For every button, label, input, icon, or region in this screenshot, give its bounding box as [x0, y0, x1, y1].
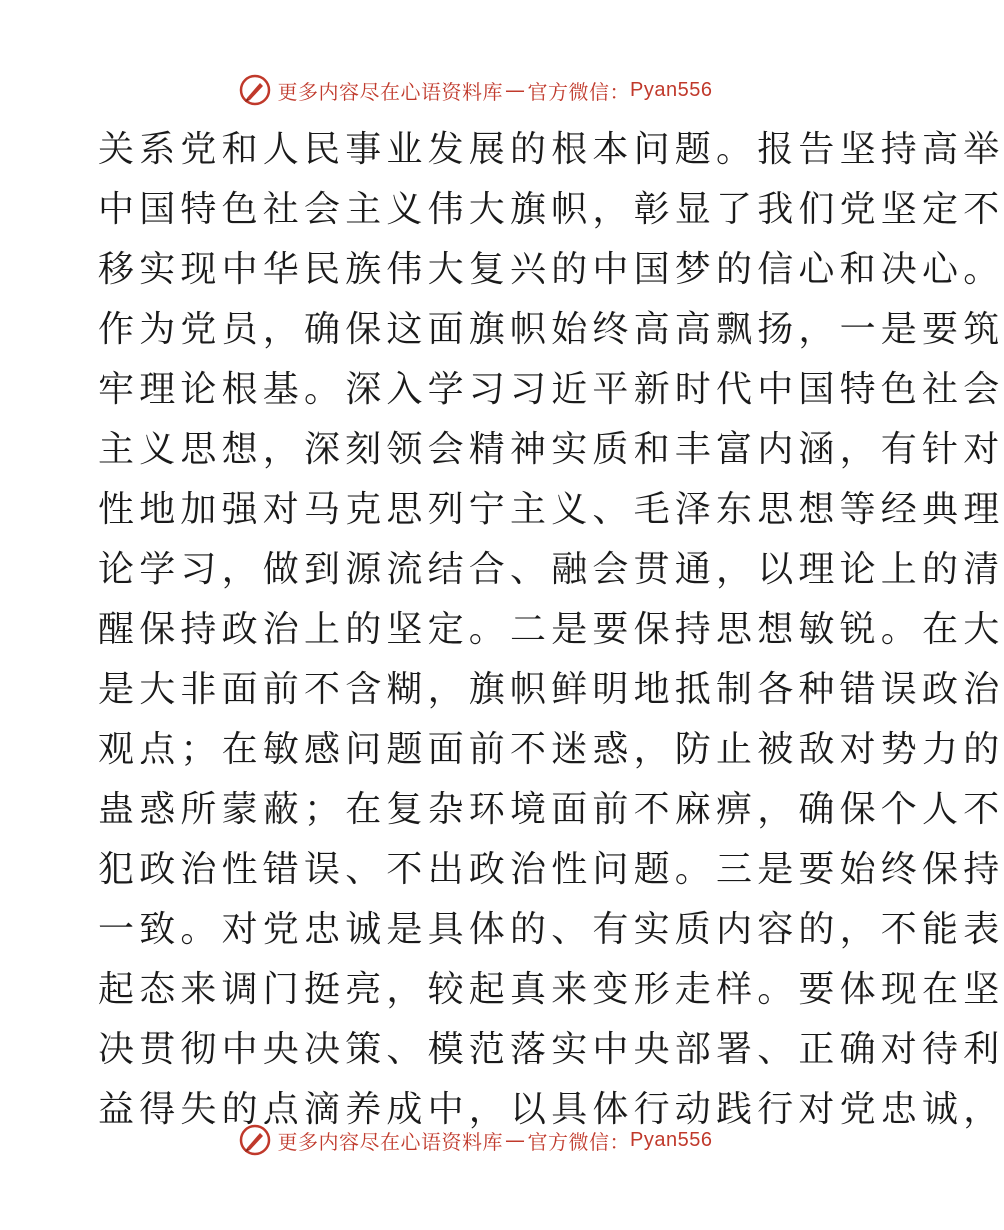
text-line: 益得失的点滴养成中，以具体行动践行对党忠诚，: [98, 1089, 1004, 1130]
text-line: 决贯彻中央决策、模范落实中央部署、正确对待利: [98, 1029, 1004, 1070]
text-line: 性地加强对马克思列宁主义、毛泽东思想等经典理: [98, 489, 1004, 530]
footer-watermark: [0, 1118, 950, 1162]
watermark-main-text: 更多内容尽在心语资料库: [277, 79, 504, 104]
document-body: [98, 120, 1004, 1140]
watermark-wechat-id: Pyan556: [630, 78, 713, 101]
watermark-wechat-label: 官方微信：: [527, 79, 631, 104]
watermark-main-text: 更多内容尽在心语资料库: [277, 1129, 504, 1154]
pen-logo-icon: [238, 73, 272, 107]
text-line: 移实现中华民族伟大复兴的中国梦的信心和决心。: [98, 249, 1004, 290]
text-line: 关系党和人民事业发展的根本问题。报告坚持高举: [98, 129, 1004, 170]
watermark-wechat-label: 官方微信：: [527, 1129, 631, 1154]
watermark-separator: —: [505, 78, 526, 102]
watermark-separator: —: [505, 1128, 526, 1152]
text-line: 牢理论根基。深入学习习近平新时代中国特色社会: [98, 369, 1004, 410]
text-line: 主义思想，深刻领会精神实质和丰富内涵，有针对: [98, 429, 1004, 470]
text-line: 论学习，做到源流结合、融会贯通，以理论上的清: [98, 549, 1004, 590]
text-line: 起态来调门挺亮，较起真来变形走样。要体现在坚: [98, 969, 1004, 1010]
text-line: 醒保持政治上的坚定。二是要保持思想敏锐。在大: [98, 609, 1004, 650]
watermark-wechat-id: Pyan556: [630, 1128, 713, 1151]
header-watermark: [0, 68, 950, 112]
text-line: 一致。对党忠诚是具体的、有实质内容的，不能表: [98, 909, 1004, 950]
pen-logo-icon: [238, 1123, 272, 1157]
text-line: 蛊惑所蒙蔽；在复杂环境面前不麻痹，确保个人不: [98, 789, 1004, 830]
text-line: 中国特色社会主义伟大旗帜，彰显了我们党坚定不: [98, 189, 1004, 230]
text-line: 是大非面前不含糊，旗帜鲜明地抵制各种错误政治: [98, 669, 1004, 710]
text-line: 犯政治性错误、不出政治性问题。三是要始终保持: [98, 849, 1004, 890]
text-line: 作为党员，确保这面旗帜始终高高飘扬，一是要筑: [98, 309, 1004, 350]
text-line: 观点；在敏感问题面前不迷惑，防止被敌对势力的: [98, 729, 1004, 770]
